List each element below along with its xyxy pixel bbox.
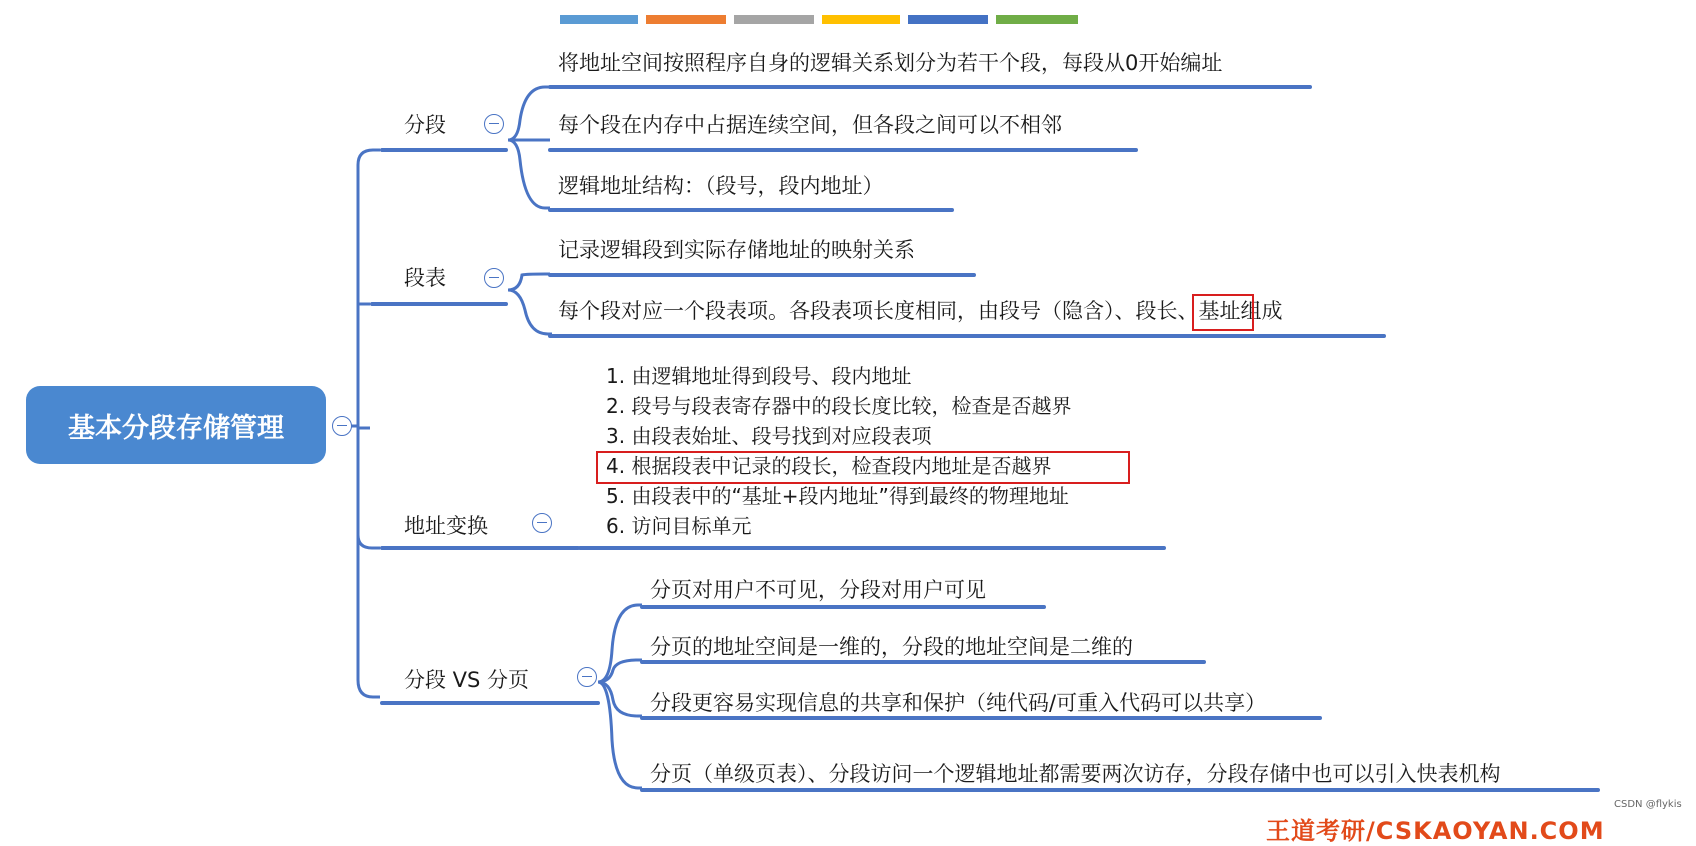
vs-branch-4 <box>598 682 642 788</box>
collapse-icon[interactable] <box>332 416 352 436</box>
segmentation-item-1-underline <box>548 85 1312 89</box>
seg-vs-page-item-3: 分段更容易实现信息的共享和保护（纯代码/可重入代码可以共享） <box>650 691 1267 715</box>
branch-address-translation-label[interactable]: 地址变换 <box>404 514 488 538</box>
segment-length-highlighted: 段长 <box>1135 299 1178 323</box>
segtable-branch-1 <box>508 274 550 290</box>
branch-segmentation-label[interactable]: 分段 <box>404 113 446 137</box>
segmentation-item-2: 每个段在内存中占据连续空间，但各段之间可以不相邻 <box>558 113 1062 137</box>
seg-vs-page-item-2: 分页的地址空间是一维的，分段的地址空间是二维的 <box>650 635 1133 659</box>
segmentation-item-3: 逻辑地址结构：（段号，段内地址） <box>558 174 884 198</box>
branch-segment-table-label[interactable]: 段表 <box>404 266 446 290</box>
translation-step-5: 5. 由段表中的“基址+段内地址”得到最终的物理地址 <box>606 484 1069 508</box>
segment-table-item-2-underline <box>548 334 1386 338</box>
branch-seg-vs-page-underline <box>380 701 600 705</box>
seg-vs-page-item-3-underline <box>640 716 1322 720</box>
seg-vs-page-item-4: 分页（单级页表）、分段访问一个逻辑地址都需要两次访存，分段存储中也可以引入快表机构 <box>650 762 1501 786</box>
highlight-box-step-4 <box>596 451 1130 484</box>
segmentation-item-1: 将地址空间按照程序自身的逻辑关系划分为若干个段，每段从0开始编址 <box>558 51 1223 75</box>
translation-step-1: 1. 由逻辑地址得到段号、段内地址 <box>606 364 912 388</box>
translation-step-3: 3. 由段表始址、段号找到对应段表项 <box>606 424 932 448</box>
segtable-branch-2 <box>508 290 552 334</box>
watermark-logo: 王道考研/CSKAOYAN.COM <box>1266 817 1605 845</box>
seg-vs-page-item-1: 分页对用户不可见，分段对用户可见 <box>650 578 986 602</box>
translation-step-2: 2. 段号与段表寄存器中的段长度比较，检查是否越界 <box>606 394 1072 418</box>
seg-vs-page-item-2-underline <box>640 660 1206 664</box>
translation-step-4: 4. 根据段表中记录的段长，检查段内地址是否越界 <box>606 454 1052 478</box>
branch-address-translation-underline <box>380 546 580 550</box>
branch-seg-vs-page-label[interactable]: 分段 VS 分页 <box>404 668 530 692</box>
collapse-icon[interactable] <box>577 667 597 687</box>
segment-table-item-1: 记录逻辑段到实际存储地址的映射关系 <box>558 238 915 262</box>
vs-branch-1 <box>598 605 642 682</box>
seg-vs-page-item-4-underline <box>640 788 1600 792</box>
seg-branch-3 <box>508 140 550 208</box>
root-node[interactable]: 基本分段存储管理 <box>26 386 326 464</box>
segment-table-item-2 <box>558 297 1283 325</box>
translation-steps-underline <box>578 546 1166 550</box>
branch-segmentation-underline <box>380 148 508 152</box>
branch-segment-table-underline <box>370 302 508 306</box>
segment-table-item-2-start: 每个段对应一个段表项。各段表项长度相同，由段号（隐含）、 <box>558 299 1136 323</box>
segmentation-item-3-underline <box>548 208 954 212</box>
trunk-to-translation <box>358 535 380 548</box>
trunk-upper <box>358 150 380 428</box>
segmentation-item-2-underline <box>548 148 1138 152</box>
trunk-lower <box>358 428 380 697</box>
csdn-credit: CSDN @flykis <box>1614 799 1682 810</box>
translation-step-6: 6. 访问目标单元 <box>606 514 752 538</box>
segment-table-item-1-underline <box>548 273 976 277</box>
segment-table-item-2-end: 、基址组成 <box>1177 299 1283 323</box>
collapse-icon[interactable] <box>532 513 552 533</box>
collapse-icon[interactable] <box>484 114 504 134</box>
seg-vs-page-item-1-underline <box>640 605 1046 609</box>
seg-branch-1 <box>508 87 550 140</box>
collapse-icon[interactable] <box>484 268 504 288</box>
highlight-box-segment-length <box>1192 294 1254 331</box>
